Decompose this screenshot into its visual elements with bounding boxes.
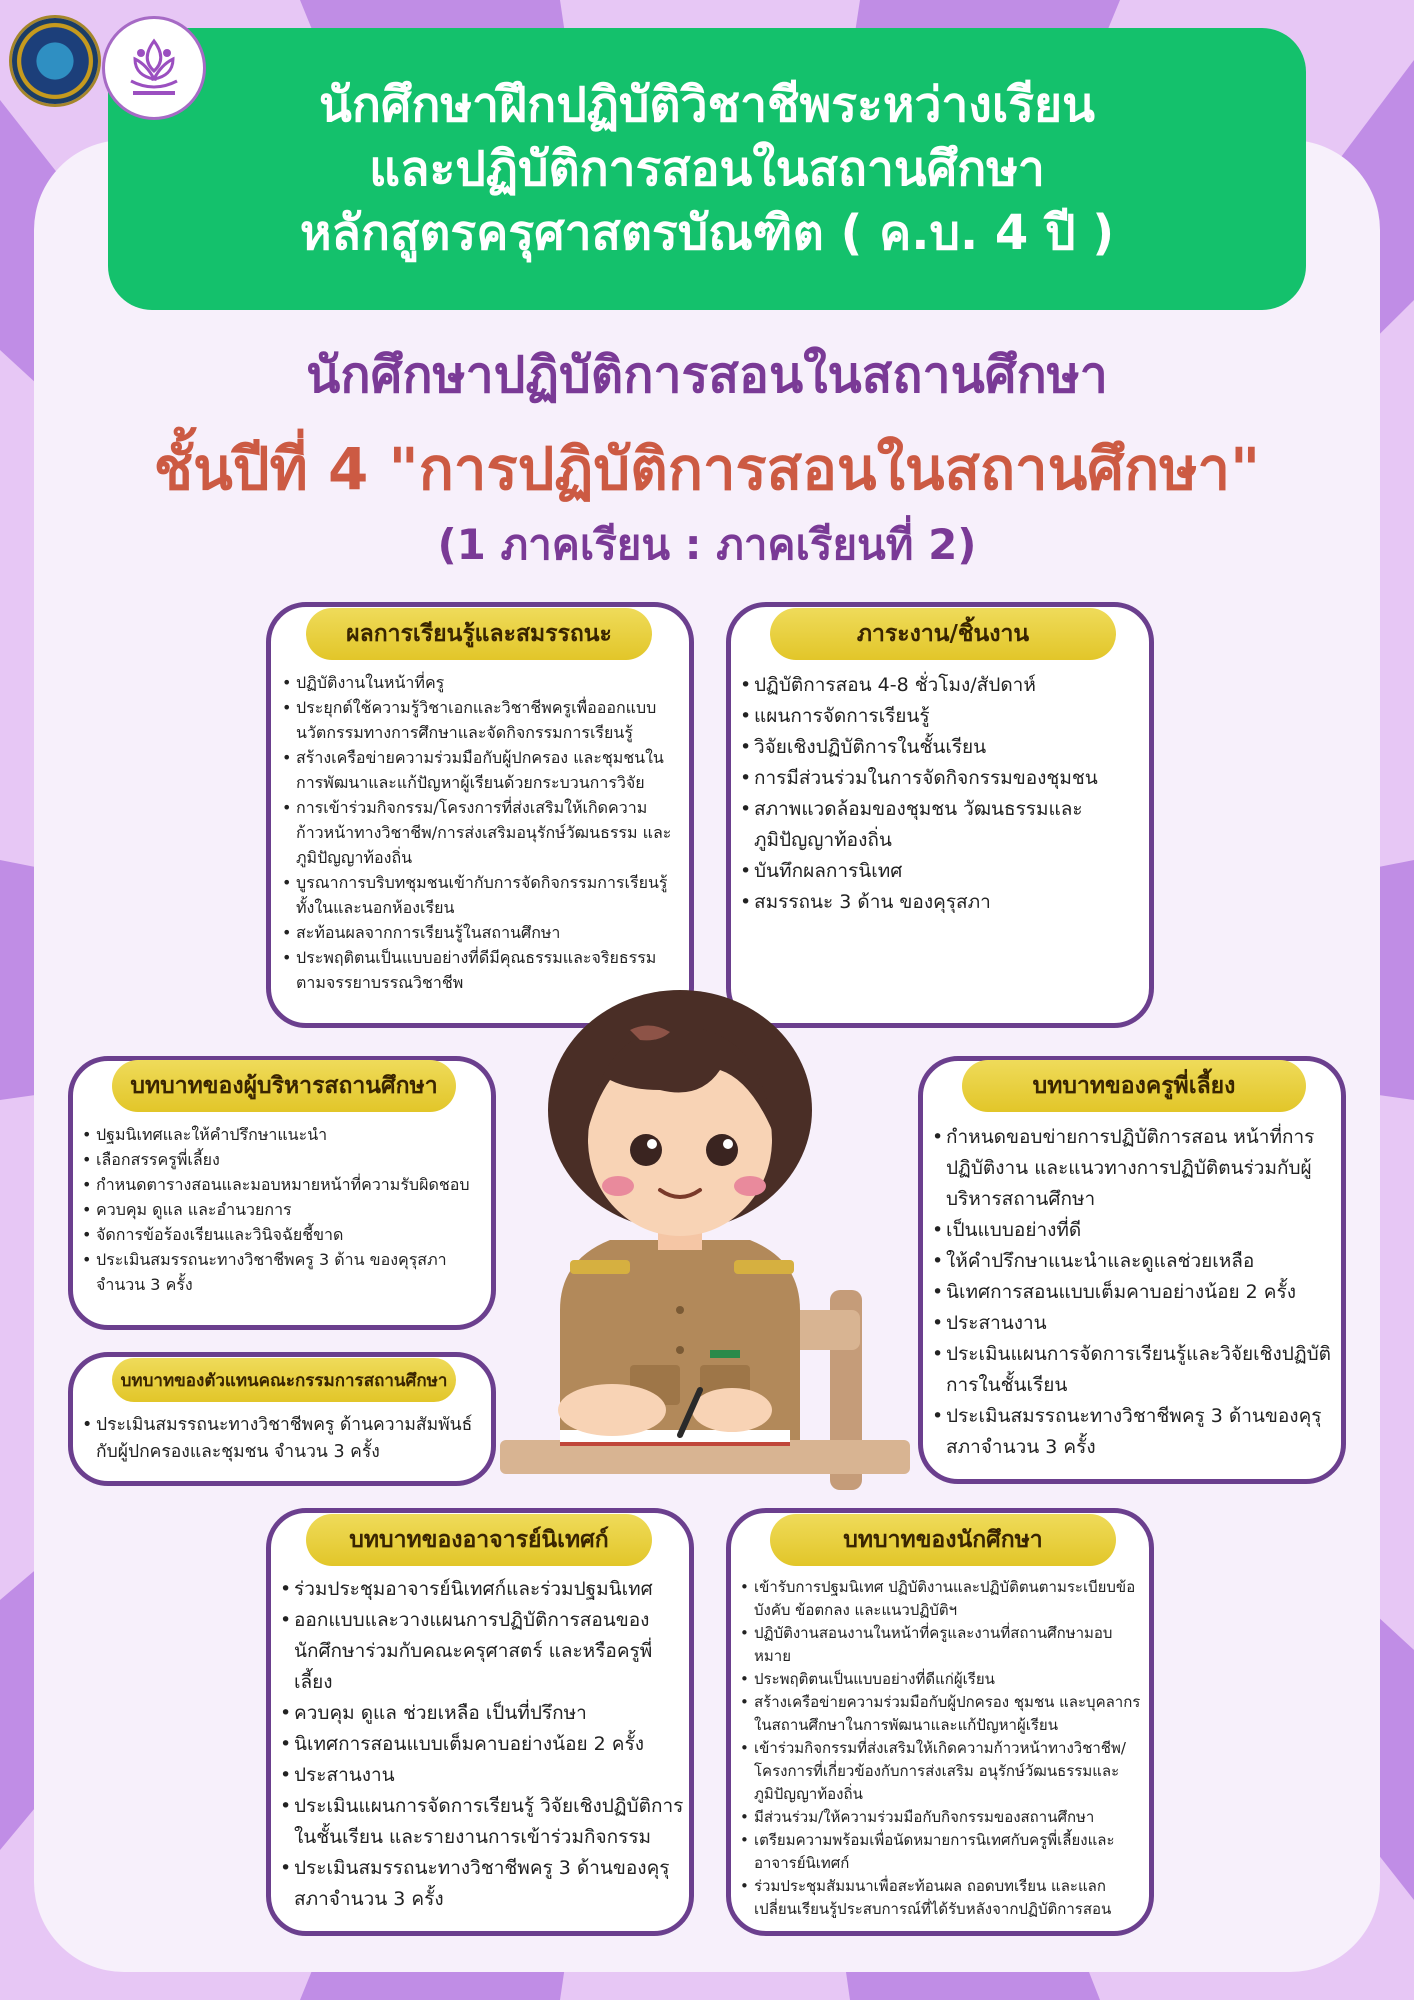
list-item: • สร้างเครือข่ายความร่วมมือกับผู้ปกครอง และชุมชนในการพัฒนาและแก้ปัญหาผู้เรียนด้วยกระบวนการวิจัย bbox=[282, 745, 682, 795]
list-item: • บันทึกผลการนิเทศ bbox=[740, 856, 1140, 887]
list-item: • เตรียมความพร้อมเพื่อนัดหมายการนิเทศกับครูพี่เลี้ยงและอาจารย์นิเทศก์ bbox=[740, 1829, 1142, 1875]
list-item: • การเข้าร่วมกิจกรรม/โครงการที่ส่งเสริมให้เกิดความก้าวหน้าทางวิชาชีพ/การส่งเสริมอนุรักษ์วัฒนธรรม และภูมิปัญญาท้องถิ่น bbox=[282, 795, 682, 870]
learning-outcomes-list bbox=[282, 670, 682, 995]
list-item: • ประพฤติตนเป็นแบบอย่างที่ดีมีคุณธรรมและจริยธรรมตามจรรยาบรรณวิชาชีพ bbox=[282, 945, 682, 995]
subtitle-line-2: ชั้นปีที่ 4 "การปฏิบัติการสอนในสถานศึกษา" bbox=[153, 435, 1261, 503]
subtitle-line-1: นักศึกษาปฏิบัติการสอนในสถานศึกษา bbox=[306, 346, 1108, 404]
learning-outcomes-title: ผลการเรียนรู้และสมรรถนะ bbox=[306, 608, 652, 660]
list-item: • ปฏิบัติงานในหน้าที่ครู bbox=[282, 670, 682, 695]
list-item: • แผนการจัดการเรียนรู้ bbox=[740, 701, 1140, 732]
subtitle-line-3: (1 ภาคเรียน : ภาคเรียนที่ 2) bbox=[437, 520, 977, 569]
list-item: • สร้างเครือข่ายความร่วมมือกับผู้ปกครอง ชุมชน และบุคลากรในสถานศึกษาในการพัฒนาและแก้ปัญหาผู้เรียน bbox=[740, 1691, 1142, 1737]
header-line-3: หลักสูตรครุศาสตรบัณฑิต ( ค.บ. 4 ปี ) bbox=[299, 205, 1115, 261]
mentor-role-title: บทบาทของครูพี่เลี้ยง bbox=[962, 1060, 1306, 1112]
list-item: • ควบคุม ดูแล ช่วยเหลือ เป็นที่ปรึกษา bbox=[280, 1698, 684, 1729]
list-item: • กำหนดขอบข่ายการปฏิบัติการสอน หน้าที่การปฏิบัติงาน และแนวทางการปฏิบัติตนร่วมกับผู้บริหารสถานศึกษา bbox=[932, 1122, 1336, 1215]
list-item: • ประเมินสมรรถนะทางวิชาชีพครู 3 ด้านของคุรุสภาจำนวน 3 ครั้ง bbox=[932, 1401, 1336, 1463]
list-item: • นิเทศการสอนแบบเต็มคาบอย่างน้อย 2 ครั้ง bbox=[932, 1277, 1336, 1308]
tasks-title: ภาระงาน/ชิ้นงาน bbox=[770, 608, 1116, 660]
header-line-2: และปฏิบัติการสอนในสถานศึกษา bbox=[369, 141, 1045, 197]
list-item: • การมีส่วนร่วมในการจัดกิจกรรมของชุมชน bbox=[740, 763, 1140, 794]
list-item: • ควบคุม ดูแล และอำนวยการ bbox=[82, 1197, 482, 1222]
teacher-student-writing-illustration bbox=[500, 990, 920, 1490]
list-item: • ออกแบบและวางแผนการปฏิบัติการสอนของนักศึกษาร่วมกับคณะครุศาสตร์ และหรือครูพี่เลี้ยง bbox=[280, 1605, 684, 1698]
supervisor-role-title: บทบาทของอาจารย์นิเทศก์ bbox=[306, 1514, 652, 1566]
list-item: • เข้ารับการปฐมนิเทศ ปฏิบัติงานและปฏิบัติตนตามระเบียบข้อบังคับ ข้อตกลง และแนวปฏิบัติฯ bbox=[740, 1576, 1142, 1622]
list-item: • ให้คำปรึกษาแนะนำและดูแลช่วยเหลือ bbox=[932, 1246, 1336, 1277]
admin-role-list bbox=[82, 1122, 482, 1297]
list-item: • จัดการข้อร้องเรียนและวินิจฉัยชี้ขาด bbox=[82, 1222, 482, 1247]
admin-role-title: บทบาทของผู้บริหารสถานศึกษา bbox=[112, 1060, 456, 1112]
list-item: • ประเมินสมรรถนะทางวิชาชีพครู 3 ด้าน ของคุรุสภาจำนวน 3 ครั้ง bbox=[82, 1247, 482, 1297]
list-item: • สภาพแวดล้อมของชุมชน วัฒนธรรมและภูมิปัญญาท้องถิ่น bbox=[740, 794, 1140, 856]
list-item: • ประเมินแผนการจัดการเรียนรู้และวิจัยเชิงปฏิบัติการในชั้นเรียน bbox=[932, 1339, 1336, 1401]
faculty-of-education-logo-icon bbox=[102, 16, 206, 120]
list-item: • ปฏิบัติงานสอนงานในหน้าที่ครูและงานที่สถานศึกษามอบหมาย bbox=[740, 1622, 1142, 1668]
list-item: • ประเมินสมรรถนะทางวิชาชีพครู 3 ด้านของคุรุสภาจำนวน 3 ครั้ง bbox=[280, 1853, 684, 1915]
committee-role-list bbox=[82, 1412, 482, 1466]
university-seal-icon bbox=[12, 18, 98, 104]
committee-role-title: บทบาทของตัวแทนคณะกรรมการสถานศึกษา bbox=[112, 1358, 456, 1402]
list-item: • ประเมินสมรรถนะทางวิชาชีพครู ด้านความสัมพันธ์กับผู้ปกครองและชุมชน จำนวน 3 ครั้ง bbox=[82, 1412, 482, 1466]
list-item: • ประพฤติตนเป็นแบบอย่างที่ดีแก่ผู้เรียน bbox=[740, 1668, 1142, 1691]
tasks-list bbox=[740, 670, 1140, 918]
list-item: • สมรรถนะ 3 ด้าน ของคุรุสภา bbox=[740, 887, 1140, 918]
list-item: • ร่วมประชุมสัมมนาเพื่อสะท้อนผล ถอดบทเรียน และแลกเปลี่ยนเรียนรู้ประสบการณ์ที่ได้รับหลังจากปฏิบัติการสอน bbox=[740, 1875, 1142, 1921]
list-item: • ประเมินแผนการจัดการเรียนรู้ วิจัยเชิงปฏิบัติการในชั้นเรียน และรายงานการเข้าร่วมกิจกรรม bbox=[280, 1791, 684, 1853]
header-banner bbox=[108, 28, 1306, 310]
mentor-role-list bbox=[932, 1122, 1336, 1463]
student-role-title: บทบาทของนักศึกษา bbox=[770, 1514, 1116, 1566]
list-item: • วิจัยเชิงปฏิบัติการในชั้นเรียน bbox=[740, 732, 1140, 763]
supervisor-role-list bbox=[280, 1574, 684, 1915]
list-item: • มีส่วนร่วม/ให้ความร่วมมือกับกิจกรรมของสถานศึกษา bbox=[740, 1806, 1142, 1829]
list-item: • บูรณาการบริบทชุมชนเข้ากับการจัดกิจกรรมการเรียนรู้ ทั้งในและนอกห้องเรียน bbox=[282, 870, 682, 920]
header-line-1: นักศึกษาฝึกปฏิบัติวิชาชีพระหว่างเรียน bbox=[319, 77, 1095, 133]
list-item: • นิเทศการสอนแบบเต็มคาบอย่างน้อย 2 ครั้ง bbox=[280, 1729, 684, 1760]
list-item: • ปฏิบัติการสอน 4-8 ชั่วโมง/สัปดาห์ bbox=[740, 670, 1140, 701]
list-item: • ปฐมนิเทศและให้คำปรึกษาแนะนำ bbox=[82, 1122, 482, 1147]
list-item: • เข้าร่วมกิจกรรมที่ส่งเสริมให้เกิดความก้าวหน้าทางวิชาชีพ/โครงการที่เกี่ยวข้องกับการส่งเสริม อนุรักษ์วัฒนธรรมและภูมิปัญญาท้องถิ่น bbox=[740, 1737, 1142, 1806]
list-item: • สะท้อนผลจากการเรียนรู้ในสถานศึกษา bbox=[282, 920, 682, 945]
list-item: • ประยุกต์ใช้ความรู้วิชาเอกและวิชาชีพครูเพื่อออกแบบนวัตกรรมทางการศึกษาและจัดกิจกรรมการเรียนรู้ bbox=[282, 695, 682, 745]
student-role-list bbox=[740, 1576, 1142, 1921]
list-item: • ประสานงาน bbox=[932, 1308, 1336, 1339]
list-item: • เป็นแบบอย่างที่ดี bbox=[932, 1215, 1336, 1246]
list-item: • ประสานงาน bbox=[280, 1760, 684, 1791]
list-item: • กำหนดตารางสอนและมอบหมายหน้าที่ความรับผิดชอบ bbox=[82, 1172, 482, 1197]
list-item: • เลือกสรรครูพี่เลี้ยง bbox=[82, 1147, 482, 1172]
list-item: • ร่วมประชุมอาจารย์นิเทศก์และร่วมปฐมนิเทศ bbox=[280, 1574, 684, 1605]
